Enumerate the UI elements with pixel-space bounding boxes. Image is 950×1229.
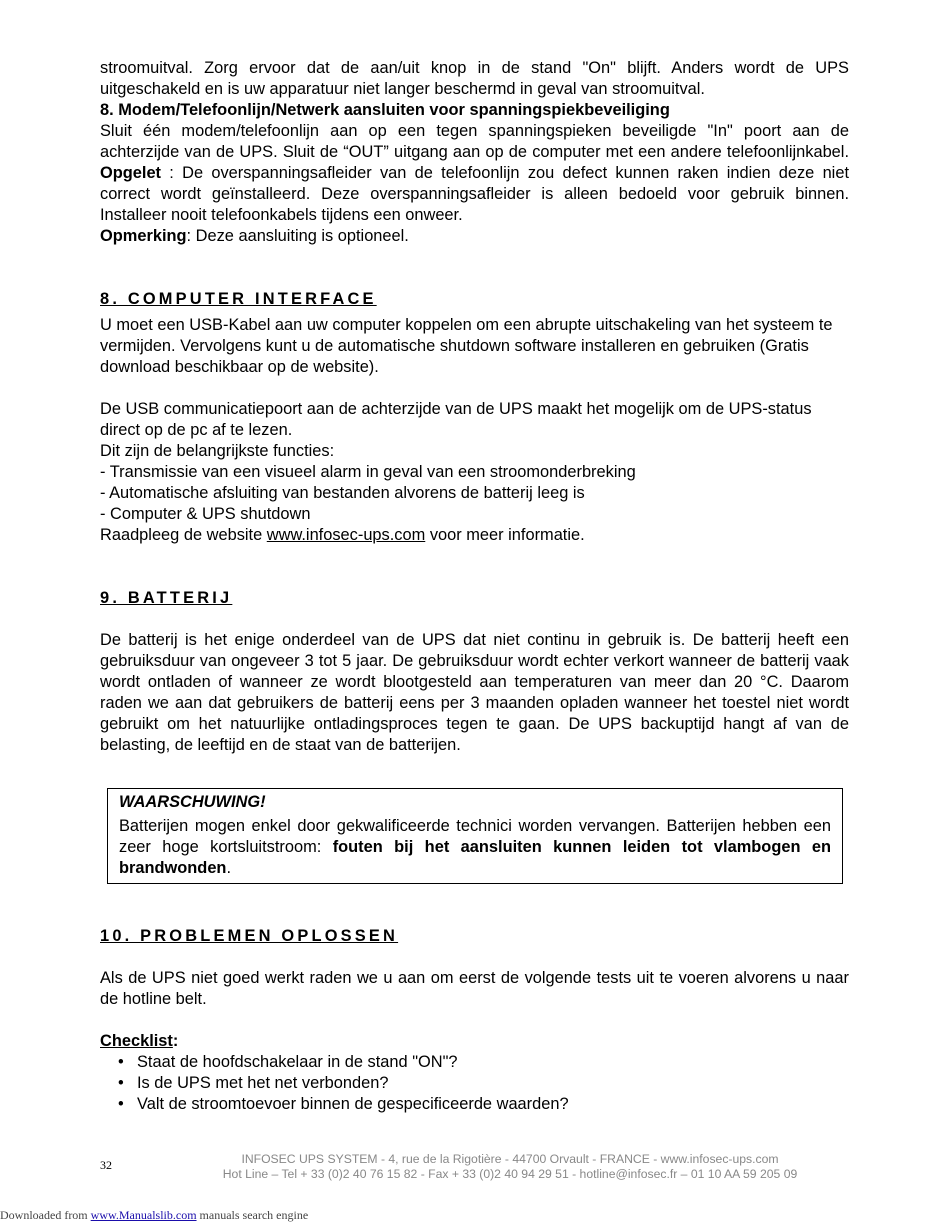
list-item: • Staat de hoofdschakelaar in de stand "ON"? bbox=[118, 1053, 458, 1071]
warning-text-c: . bbox=[226, 859, 232, 877]
consult-before: Raadpleeg de website bbox=[100, 526, 267, 544]
checklist bbox=[100, 1052, 849, 1115]
modem-text-c: : De overspanningsafleider van de telefoonlijn zou defect kunnen raken indien deze niet correct wordt geïnstalleerd. Deze overspanningsafleider is alleen bedoeld voor gebruik binnen. Installeer nooit telefoonkabels tijdens een onweer. bbox=[100, 164, 849, 224]
consult-website-paragraph bbox=[100, 525, 849, 546]
footer-address: INFOSEC UPS SYSTEM - 4, rue de la Rigotière - 44700 Orvault - FRANCE - www.infosec-ups.com bbox=[241, 1152, 779, 1166]
checklist-colon: : bbox=[172, 1032, 179, 1050]
page-number: 32 bbox=[100, 1158, 112, 1172]
modem-text-a: Sluit één modem/telefoonlijn aan op een tegen spanningspieken beveiligde "In" poort aan de achterzijde van de UPS. Sluit de “OUT” uitgang aan op de computer met een andere telefoonlijnkabel. bbox=[100, 122, 849, 161]
list-item: • Valt de stroomtoevoer binnen de gespecificeerde waarden? bbox=[118, 1095, 569, 1113]
warning-text-bold: fouten bij het aansluiten kunnen leiden tot vlambogen en brandwonden bbox=[119, 838, 831, 877]
function-item: - Automatische afsluiting van bestanden alvorens de batterij leeg is bbox=[100, 484, 585, 502]
website-link[interactable]: www.infosec-ups.com bbox=[266, 526, 426, 544]
modem-paragraph bbox=[100, 121, 849, 226]
note-paragraph bbox=[100, 226, 849, 247]
download-notice bbox=[0, 1208, 308, 1223]
bullet-icon: • bbox=[118, 1095, 124, 1113]
page-footer bbox=[150, 1152, 870, 1182]
checklist-title-text: Checklist bbox=[100, 1032, 173, 1050]
battery-paragraph: De batterij is het enige onderdeel van de UPS dat niet continu in gebruik is. De batterij heeft een gebruiksduur van ongeveer 3 tot 5 jaar. De gebruiksduur wordt echter verkort wanneer de batterij vaak wordt ontladen of wanneer ze wordt blootgesteld aan temperaturen van meer dan 20 °C. Daarom raden we aan dat gebruikers de batterij eens per 3 maanden opladen wanneer het toestel niet wordt gebruikt om het natuurlijke ontladingsproces tegen te gaan. De UPS backuptijd hangt af van de belasting, de leeftijd en de staat van de batterijen. bbox=[100, 631, 849, 754]
consult-after: voor meer informatie. bbox=[425, 526, 585, 544]
note-label: Opmerking bbox=[100, 227, 187, 245]
manualslib-link[interactable]: www.Manualslib.com bbox=[90, 1208, 197, 1222]
warning-box bbox=[107, 788, 843, 884]
section-heading-battery: 9. BATTERIJ bbox=[100, 589, 233, 607]
footer-hotline: Hot Line – Tel + 33 (0)2 40 76 15 82 - Fax + 33 (0)2 40 94 29 51 - hotline@infosec.fr – 01 10 AA 59 205 09 bbox=[222, 1167, 798, 1181]
warning-text-a: Batterijen mogen enkel door gekwalificeerde technici worden vervangen. Batterijen hebben een zeer hoge kortsluitstroom: bbox=[119, 817, 831, 856]
troubleshooting-paragraph: Als de UPS niet goed werkt raden we u aan om eerst de volgende tests uit te voeren alvorens u naar de hotline belt. bbox=[100, 969, 849, 1008]
download-suffix: manuals search engine bbox=[196, 1208, 309, 1222]
intro-paragraph: stroomuitval. Zorg ervoor dat de aan/uit knop in de stand "On" blijft. Anders wordt de UPS uitgeschakeld en is uw apparatuur niet langer beschermd in geval van stroomuitval. bbox=[100, 59, 849, 98]
warning-text bbox=[119, 816, 831, 879]
bullet-icon: • bbox=[118, 1074, 124, 1092]
download-prefix: Downloaded from bbox=[0, 1208, 91, 1222]
usb-port-paragraph: De USB communicatiepoort aan de achterzijde van de UPS maakt het mogelijk om de UPS-status direct op de pc af te lezen. bbox=[100, 400, 812, 439]
list-item: • Is de UPS met het net verbonden? bbox=[118, 1074, 389, 1092]
modem-subheading: 8. Modem/Telefoonlijn/Netwerk aansluiten voor spanningspiekbeveiliging bbox=[100, 101, 670, 119]
document-page bbox=[100, 58, 849, 1115]
caution-label: Opgelet bbox=[100, 164, 162, 182]
function-item: - Transmissie van een visueel alarm in geval van een stroomonderbreking bbox=[100, 463, 636, 481]
warning-title: WAARSCHUWING! bbox=[119, 793, 266, 811]
usb-paragraph: U moet een USB-Kabel aan uw computer koppelen om een abrupte uitschakeling van het systeem te vermijden. Vervolgens kunt u de automatische shutdown software installeren en gebruiken (Gratis download beschikbaar op de website). bbox=[100, 316, 833, 376]
section-heading-troubleshooting: 10. PROBLEMEN OPLOSSEN bbox=[100, 927, 399, 945]
functions-intro: Dit zijn de belangrijkste functies: bbox=[100, 442, 335, 460]
section-heading-computer-interface: 8. COMPUTER INTERFACE bbox=[100, 290, 377, 308]
function-item: - Computer & UPS shutdown bbox=[100, 505, 311, 523]
bullet-icon: • bbox=[118, 1053, 124, 1071]
note-text: : Deze aansluiting is optioneel. bbox=[186, 227, 409, 245]
checklist-title bbox=[100, 1031, 849, 1052]
